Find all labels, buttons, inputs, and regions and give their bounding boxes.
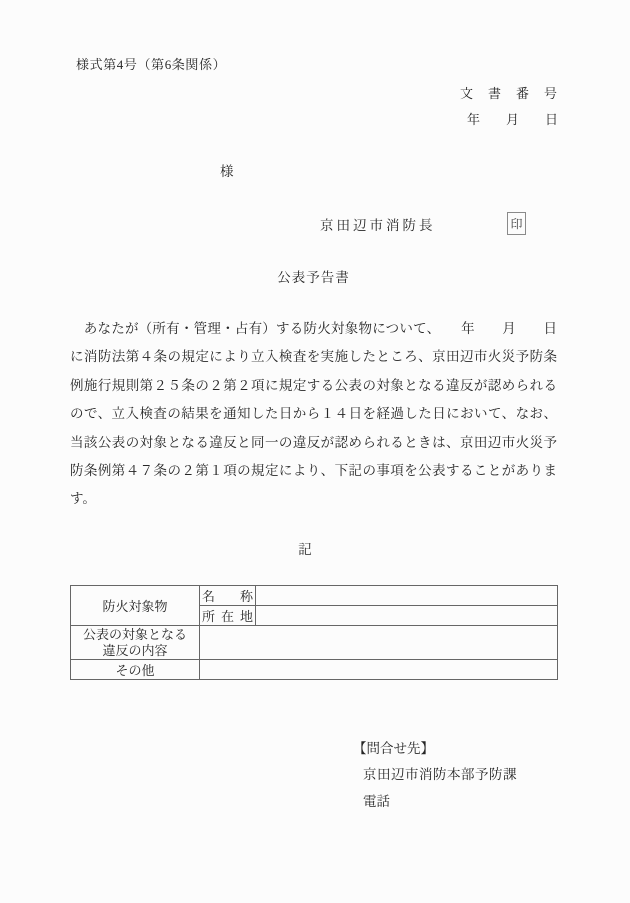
address-label-cell: 所在地 [200,606,256,626]
table-row [71,626,558,660]
contact-heading: 【問合せ先】 [353,741,434,756]
info-table [70,585,558,680]
date-label: 年 月 日 [466,112,558,127]
violation-value-cell [200,626,558,660]
seal-stamp-icon: 印 [507,212,526,235]
ki-list-marker: 記 [298,542,312,557]
addressee-suffix: 様 [220,164,234,179]
body-line: あなたが（所有・管理・占有）する防火対象物について、 年 月 日 [70,321,557,336]
body-line: 防条例第４７条の２第１項の規定により、下記の事項を公表することがありま [70,463,557,479]
violation-label-cell [71,626,200,660]
name-value-cell [256,586,558,606]
violation-label-line2: 違反の内容 [102,642,168,658]
body-line: す。 [70,491,96,507]
violation-label-line1: 公表の対象となる [82,626,187,642]
name-label-cell: 名 称 [200,586,256,606]
other-label-cell: その他 [71,660,200,680]
sender-name: 京田辺市消防長 [320,218,436,233]
doc-number-label: 文 書 番 号 [459,86,558,101]
page-title: 公表予告書 [277,270,350,285]
body-line: ので、立入検査の結果を通知した日から１４日を経過した日において、なお、 [70,406,557,422]
table-row [71,586,558,606]
contact-phone-label: 電話 [363,794,390,809]
body-paragraph [70,315,557,514]
contact-organization: 京田辺市消防本部予防課 [363,767,517,782]
address-value-cell [256,606,558,626]
fire-object-label-cell: 防火対象物 [71,586,200,626]
body-line: 例施行規則第２５条の２第２項に規定する公表の対象となる違反が認められる [70,377,557,393]
body-line: に消防法第４条の規定により立入検査を実施したところ、京田辺市火災予防条 [70,349,557,365]
form-number: 様式第4号（第6条関係） [76,57,227,72]
body-line: 当該公表の対象となる違反と同一の違反が認められるときは、京田辺市火災予 [70,434,557,450]
other-value-cell [200,660,558,680]
table-row [71,660,558,680]
